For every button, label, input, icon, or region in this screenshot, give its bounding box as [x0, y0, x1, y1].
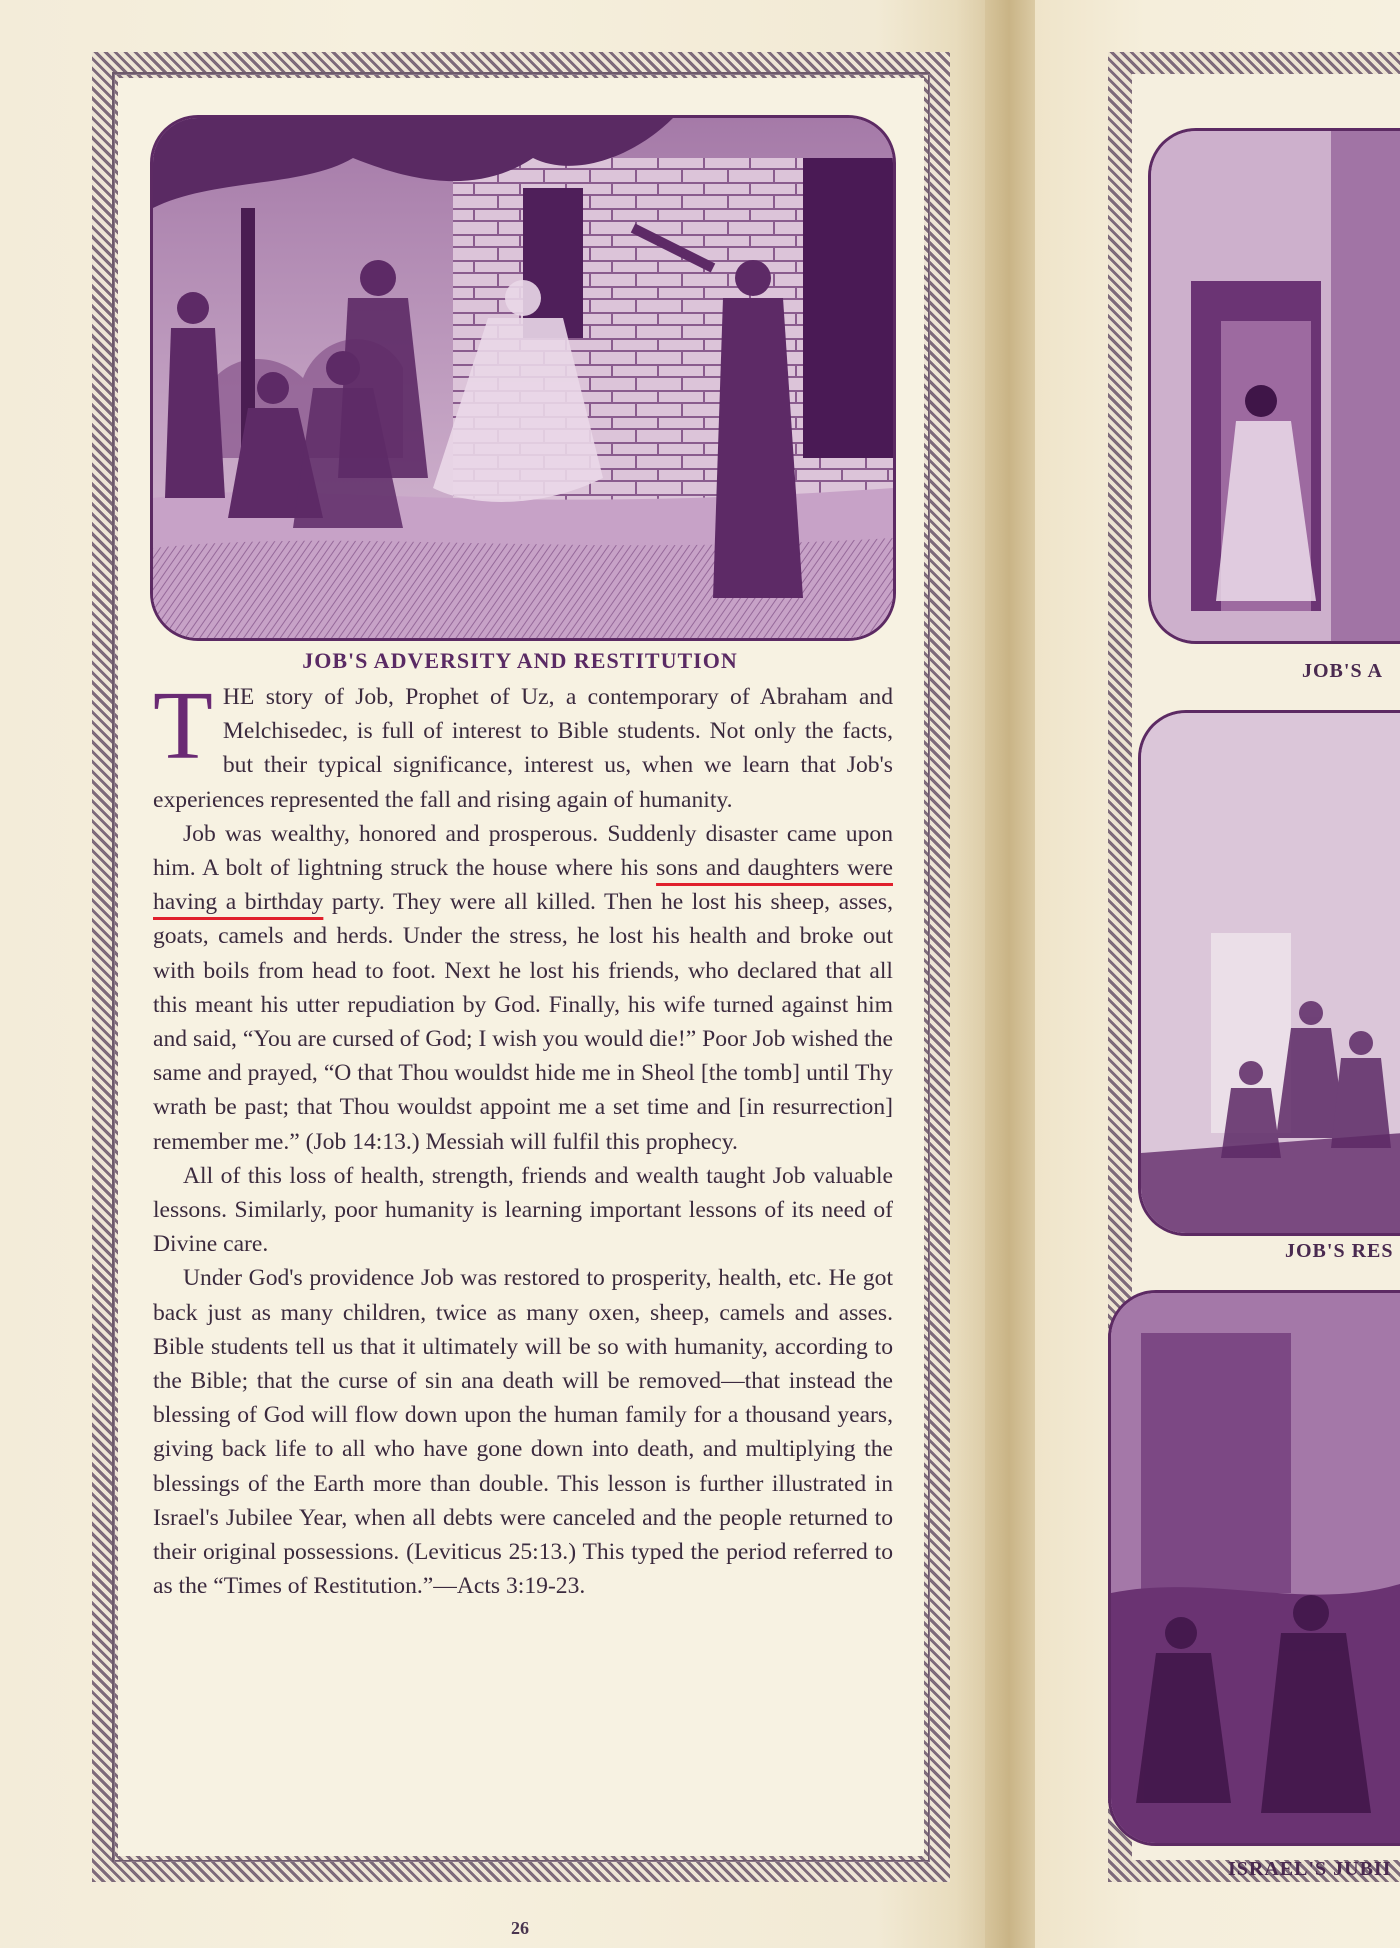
paragraph-1: [153, 672, 893, 817]
paragraph-3: All of this loss of health, strength, friends and wealth taught Job valuable lessons. Similarly, poor humanity is learning important lessons of its need of Divine care.: [153, 1162, 893, 1258]
page-number: 26: [511, 1918, 529, 1938]
engraving-scene: [153, 118, 893, 638]
right-caption-1: JOB'S A: [1302, 660, 1383, 682]
right-caption-2: JOB'S RES: [1285, 1240, 1394, 1262]
paragraph-2: [153, 817, 893, 1159]
illustration-caption: JOB'S ADVERSITY AND RESTITUTION: [302, 648, 738, 673]
article-body: [153, 672, 893, 1603]
paragraph-4: Under God's providence Job was restored to prosperity, health, etc. He got back just as many children, twice as many oxen, sheep, camels and asses. Bible students tell us that it ultimately will be so with humanity, according to the Bible; that the curse of sin ana death will be removed—that instead the blessing of God will flow down upon the human family for a thousand years, giving back life to all who have gone down into death, and multiplying the blessings of the Earth more than double. This lesson is further illustrated in Israel's Jubilee Year, when all debts were canceled and the people returned to their original possessions. (Leviticus 25:13.) This typed the period referred to as the “Times of Restitution.”—Acts 3:19-23.: [153, 1265, 893, 1600]
paragraph-2-text-b: party. They were all killed. Then he lost his sheep, asses, goats, camels and herds. Under the stress, he lost his health and broke out with boils from head to foot. Next he lost his friends, who declared that all this meant his utter repudiation by God. Finally, his wife turned against him and said, “You are cursed of God; I wish you would die!” Poor Job wished the same and prayed, “O that Thou wouldst hide me in Sheol [the tomb] until Thy wrath be past; that Thou wouldst appoint me a set time and [in resurrection] remember me.” (Job 14:13.) Messiah will fulfil this prophecy.: [153, 889, 893, 1155]
right-illustration-3: [1108, 1290, 1400, 1846]
red-underline-annotation: sons and daughters were having a birthday: [153, 855, 893, 916]
engraving-jubilee: [1111, 1293, 1400, 1843]
right-illustration-1: [1148, 128, 1400, 644]
right-illustration-2: [1138, 710, 1400, 1236]
illustration-job-adversity: [150, 115, 896, 641]
engraving-feast: [1141, 713, 1400, 1233]
right-caption-3: ISRAEL'S JUBII: [1228, 1858, 1392, 1880]
paragraph-2-text-a: Job was wealthy, honored and prosperous. Suddenly disaster came upon him. A bolt of lightning struck the house where his: [153, 820, 893, 882]
engraving-doorway: [1151, 131, 1400, 641]
drop-cap: T: [153, 672, 213, 780]
paragraph-1-text: HE story of Job, Prophet of Uz, a contemporary of Abraham and Melchisedec, is full of interest to Bible students. Not only the facts, but their typical significance, interest us, when we learn that Job's experiences represented the fall and rising again of humanity.: [153, 684, 893, 813]
